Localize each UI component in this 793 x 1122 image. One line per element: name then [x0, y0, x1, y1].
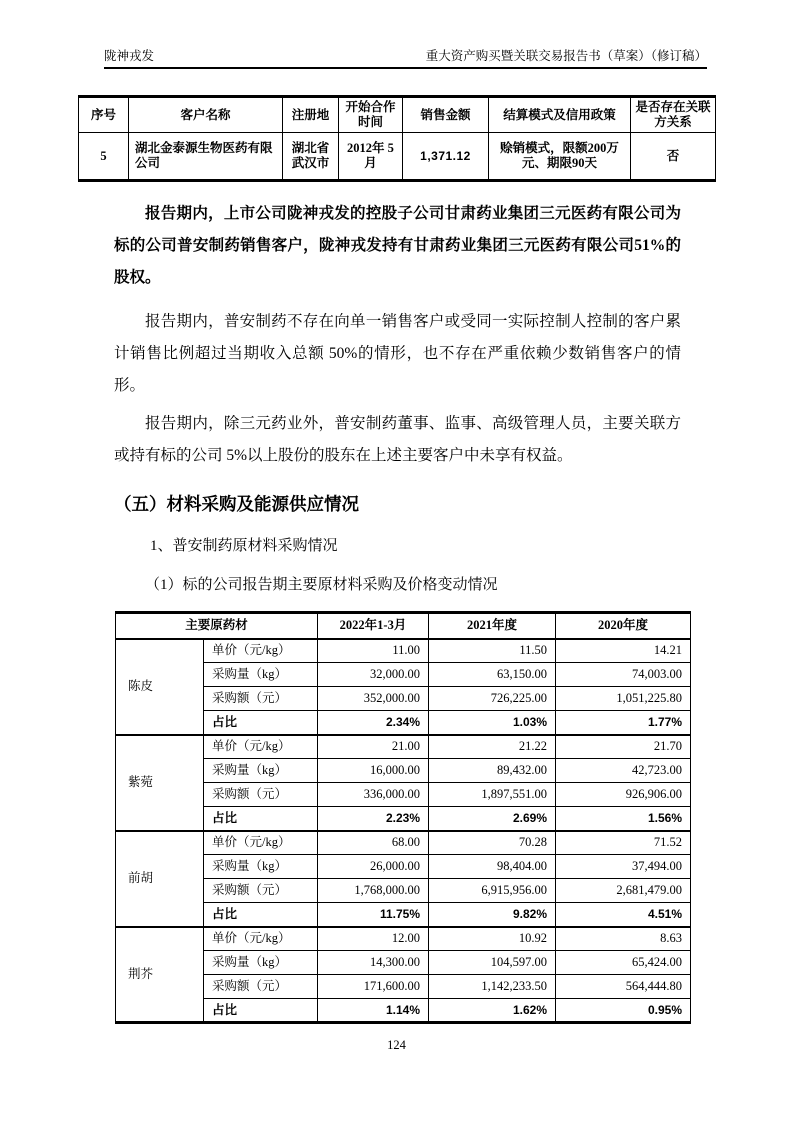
- value-cell: 1.62%: [429, 999, 556, 1023]
- running-header-company: 陇神戎发: [104, 49, 155, 63]
- running-header-title: 重大资产购买暨关联交易报告书（草案）（修订稿）: [425, 49, 707, 63]
- value-cell: 2.34%: [318, 711, 429, 735]
- drug-name: 紫菀: [116, 735, 204, 831]
- value-cell: 10.92: [429, 927, 556, 951]
- metric-label: 单价（元/kg）: [204, 639, 318, 663]
- materials-table-header-row: [116, 613, 691, 639]
- sub-heading-2: （1）标的公司报告期主要原材料采购及价格变动情况: [145, 577, 498, 593]
- table-row: [116, 735, 691, 759]
- value-cell: 70.28: [429, 831, 556, 855]
- col-header-settlement: 结算模式及信用政策: [489, 97, 631, 133]
- paragraph-concentration: 报告期内，普安制药不存在向单一销售客户或受同一实际控制人控制的客户累计销售比例超过当期收入总额 50%的情形，也不存在严重依赖少数销售客户的情形。: [114, 313, 681, 394]
- col-header-location: 注册地: [283, 97, 339, 133]
- value-cell: 171,600.00: [318, 975, 429, 999]
- value-cell: 68.00: [318, 831, 429, 855]
- table-row: [116, 831, 691, 855]
- value-cell: 21.22: [429, 735, 556, 759]
- paragraph-interests: 报告期内，除三元药业外，普安制药董事、监事、高级管理人员，主要关联方或持有标的公司 5%以上股份的股东在上述主要客户中未享有权益。: [114, 415, 681, 464]
- drug-name: 荆芥: [116, 927, 204, 1023]
- metric-label: 占比: [204, 999, 318, 1023]
- metric-label: 单价（元/kg）: [204, 831, 318, 855]
- table-row: [116, 927, 691, 951]
- value-cell: 104,597.00: [429, 951, 556, 975]
- value-cell: 74,003.00: [556, 663, 691, 687]
- value-cell: 1,897,551.00: [429, 783, 556, 807]
- value-cell: 1.14%: [318, 999, 429, 1023]
- value-cell: 336,000.00: [318, 783, 429, 807]
- customer-table-header-row: [79, 97, 716, 133]
- metric-label: 采购额（元）: [204, 879, 318, 903]
- value-cell: 11.75%: [318, 903, 429, 927]
- value-cell: 65,424.00: [556, 951, 691, 975]
- materials-table: [115, 611, 691, 1024]
- value-cell: 8.63: [556, 927, 691, 951]
- drug-name: 前胡: [116, 831, 204, 927]
- page-number: 124: [387, 1038, 406, 1052]
- value-cell: 564,444.80: [556, 975, 691, 999]
- cell-customer: 湖北金泰源生物医药有限公司: [129, 133, 283, 181]
- col-header-related: 是否存在关联方关系: [631, 97, 716, 133]
- value-cell: 11.50: [429, 639, 556, 663]
- value-cell: 352,000.00: [318, 687, 429, 711]
- metric-label: 采购量（kg）: [204, 759, 318, 783]
- col-header-material: 主要原药材: [116, 613, 318, 639]
- value-cell: 21.70: [556, 735, 691, 759]
- paragraph-control-relationship: 报告期内，上市公司陇神戎发的控股子公司甘肃药业集团三元医药有限公司为标的公司普安制药销售客户，陇神戎发持有甘肃药业集团三元医药有限公司51%的股权。: [114, 205, 681, 286]
- metric-label: 占比: [204, 711, 318, 735]
- value-cell: 42,723.00: [556, 759, 691, 783]
- metric-label: 采购量（kg）: [204, 951, 318, 975]
- value-cell: 1,051,225.80: [556, 687, 691, 711]
- cell-start: 2012年 5月: [339, 133, 403, 181]
- value-cell: 98,404.00: [429, 855, 556, 879]
- value-cell: 12.00: [318, 927, 429, 951]
- value-cell: 16,000.00: [318, 759, 429, 783]
- customer-table: [78, 95, 716, 182]
- metric-label: 单价（元/kg）: [204, 927, 318, 951]
- value-cell: 2.69%: [429, 807, 556, 831]
- value-cell: 11.00: [318, 639, 429, 663]
- col-header-2021: 2021年度: [429, 613, 556, 639]
- metric-label: 占比: [204, 807, 318, 831]
- customer-table-row: [79, 133, 716, 181]
- cell-related: 否: [631, 133, 716, 181]
- value-cell: 71.52: [556, 831, 691, 855]
- value-cell: 2,681,479.00: [556, 879, 691, 903]
- sub-heading-1: 1、普安制药原材料采购情况: [150, 538, 338, 554]
- value-cell: 6,915,956.00: [429, 879, 556, 903]
- cell-settlement: 赊销模式，限额200万元、期限90天: [489, 133, 631, 181]
- value-cell: 1,142,233.50: [429, 975, 556, 999]
- section-heading: （五）材料采购及能源供应情况: [114, 494, 359, 514]
- value-cell: 0.95%: [556, 999, 691, 1023]
- metric-label: 采购额（元）: [204, 687, 318, 711]
- metric-label: 单价（元/kg）: [204, 735, 318, 759]
- value-cell: 926,906.00: [556, 783, 691, 807]
- value-cell: 1.03%: [429, 711, 556, 735]
- metric-label: 采购额（元）: [204, 975, 318, 999]
- cell-location: 湖北省武汉市: [283, 133, 339, 181]
- value-cell: 89,432.00: [429, 759, 556, 783]
- value-cell: 2.23%: [318, 807, 429, 831]
- metric-label: 采购量（kg）: [204, 663, 318, 687]
- col-header-sales: 销售金额: [403, 97, 489, 133]
- metric-label: 占比: [204, 903, 318, 927]
- running-header: [104, 0, 707, 69]
- cell-sales: 1,371.12: [403, 133, 489, 181]
- col-header-customer: 客户名称: [129, 97, 283, 133]
- value-cell: 32,000.00: [318, 663, 429, 687]
- value-cell: 9.82%: [429, 903, 556, 927]
- drug-name: 陈皮: [116, 639, 204, 735]
- value-cell: 37,494.00: [556, 855, 691, 879]
- value-cell: 1.77%: [556, 711, 691, 735]
- metric-label: 采购量（kg）: [204, 855, 318, 879]
- value-cell: 4.51%: [556, 903, 691, 927]
- col-header-start: 开始合作时间: [339, 97, 403, 133]
- value-cell: 14.21: [556, 639, 691, 663]
- table-row: [116, 639, 691, 663]
- col-header-seq: 序号: [79, 97, 129, 133]
- value-cell: 1.56%: [556, 807, 691, 831]
- value-cell: 14,300.00: [318, 951, 429, 975]
- value-cell: 21.00: [318, 735, 429, 759]
- col-header-2020: 2020年度: [556, 613, 691, 639]
- metric-label: 采购额（元）: [204, 783, 318, 807]
- cell-seq: 5: [79, 133, 129, 181]
- value-cell: 1,768,000.00: [318, 879, 429, 903]
- value-cell: 26,000.00: [318, 855, 429, 879]
- col-header-2022: 2022年1-3月: [318, 613, 429, 639]
- value-cell: 63,150.00: [429, 663, 556, 687]
- value-cell: 726,225.00: [429, 687, 556, 711]
